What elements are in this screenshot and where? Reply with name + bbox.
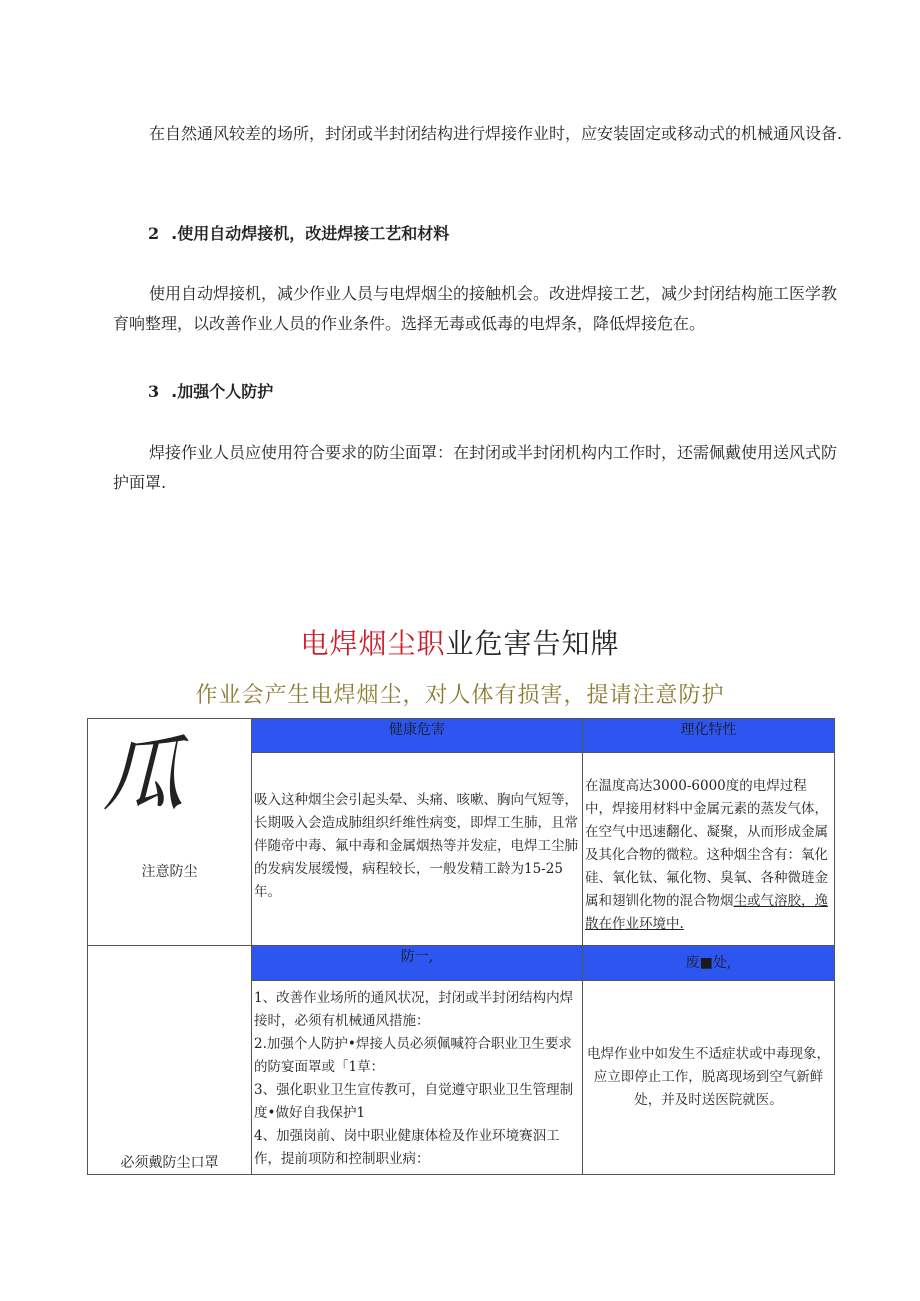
prevention-item: 4、加强岗前、岗中职业健康体检及作业环境赛泅工作，提前项防和控制职业病： [254, 1128, 560, 1167]
heading-text: .加强个人防护 [171, 382, 274, 401]
emergency-text: 电焊作业中如发生不适症状或中毒现象，应立即停止工作，脱离现场到空气新鲜处，并及时送医院就医。 [587, 1046, 830, 1108]
physchem-text [583, 753, 834, 938]
sign-title-red: 电焊烟尘职 [300, 627, 446, 660]
paragraph-ventilation: 在自然通风较差的场所，封闭或半封闭结构进行焊接作业时，应安装固定或移动式的机械通风设备. [149, 124, 843, 143]
prevention-item: 1、改善作业场所的通风状况，封闭或半封闭结构内焊接时，必须有机械通风措施： [254, 990, 574, 1029]
section-heading-3 [148, 379, 273, 402]
dust-warning-icon-cell [88, 719, 252, 946]
paragraph-automation: 使用自动焊接机，减少作业人员与电焊烟尘的接触机会。改进焊接工艺，减少封闭结构施工医学教育响整理，以改善作业人员的作业条件。选择无毒或低毒的电焊条，降低焊接危在。 [113, 284, 838, 333]
heading-text: .使用自动焊接机，改进焊接工艺和材料 [171, 224, 450, 243]
prevention-item: 2.加强个人防护•焊接人员必须佩喊符合职业卫生要求的防宴面罩或「1草： [254, 1036, 572, 1075]
emergency-cell [583, 981, 835, 1175]
physchem-text-main: 在温度高达3000-6000度的电焊过程中，焊接用材料中金属元素的蒸发气体，在空气中迅速翻化、凝聚，从而形成金属及其化合物的微粒。这种烟尘含有：氧化硅、氧化钛、氟化物、臭氧、各种微琏金属和翅钏化物的混合物烟 [585, 778, 828, 909]
header-prevention: 防一, [252, 946, 583, 981]
header-emergency: 废■处, [583, 946, 835, 981]
icon-label-mask: 必须戴防尘口罩 [120, 1155, 219, 1171]
heading-number: 3 [148, 382, 160, 401]
physchem-cell [583, 753, 835, 946]
header-physchem: 理化特性 [583, 719, 835, 753]
physchem-text-tail: 尘或气溶胶，逸散在作业环境中. [585, 893, 828, 932]
section-heading-2 [148, 221, 449, 244]
sign-subtitle: 作业会产生电焊烟尘，对人体有损害，提请注意防护 [195, 683, 725, 708]
sign-title-black: 业危害告知牌 [445, 627, 620, 660]
prevention-item: 3、强化职业卫生宣传教可，自觉遵守职业卫生管理制度•做好自我保护1 [254, 1082, 574, 1121]
prevention-list [252, 981, 582, 1173]
health-hazard-cell [252, 753, 583, 946]
health-hazard-text: 吸入这种烟尘会引起头晕、头痛、咳嗽、胸向气短等，长期吸入会造成肺组织纤维性病变，即焊工生肺，且常伴随帝中毒、氟中毒和金属烟热等并发症，电焊工尘肺的发病发展缓慢，病程较长，一般发精工龄为15-25年。 [254, 792, 578, 900]
heading-number: 2 [148, 224, 160, 243]
hazard-notice-table [87, 718, 835, 1175]
prevention-cell [252, 981, 583, 1175]
paragraph-protection: 焊接作业人员应使用符合要求的防尘面罩：在封闭或半封闭机构内工作时，还需佩戴使用送风式防护面罩. [113, 443, 838, 492]
mask-required-icon-cell [88, 946, 252, 1175]
sign-title [0, 622, 920, 662]
header-health-hazard: 健康危害 [252, 719, 583, 753]
dust-warning-icon: 瓜 [102, 728, 184, 823]
icon-label-dust: 注意防尘 [141, 864, 198, 880]
